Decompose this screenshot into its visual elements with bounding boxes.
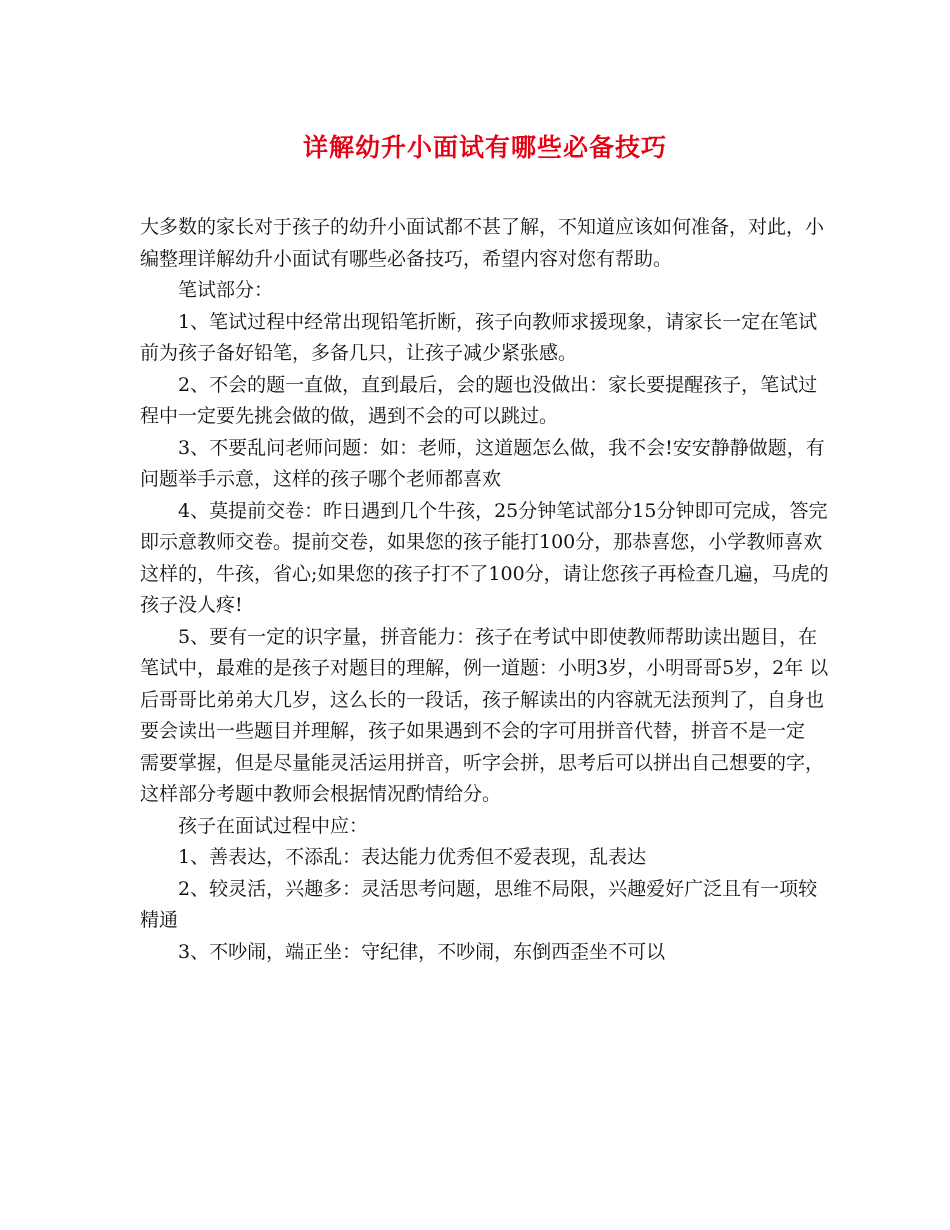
section-heading-written-test: 笔试部分：	[178, 279, 274, 301]
paragraph-interview-tip-3: 3、不吵闹，端正坐：守纪律，不吵闹，东倒西歪坐不可以	[178, 940, 666, 963]
section-heading-interview: 孩子在面试过程中应：	[178, 814, 369, 837]
document-title: 详解幼升小面试有哪些必备技巧	[302, 133, 667, 162]
paragraph-written-tip-2: 2、不会的题一直做，直到最后，会的题也没做出：家长要提醒孩子，笔试过程中一定要先挑会做的做，遇到不会的可以跳过。	[140, 373, 818, 427]
document-body	[140, 212, 830, 968]
paragraph-interview-tip-2: 2、较灵活，兴趣多：灵活思考问题，思维不局限，兴趣爱好广泛且有一项较精通	[140, 877, 818, 931]
paragraph-written-tip-1: 1、笔试过程中经常出现铅笔折断，孩子向教师求援现象，请家长一定在笔试前为孩子备好铅笔，多备几只，让孩子减少紧张感。	[140, 310, 818, 364]
paragraph-written-tip-5: 5、要有一定的识字量，拼音能力：孩子在考试中即使教师帮助读出题目，在笔试中，最难的是孩子对题目的理解，例一道题：小明3岁，小明哥哥5岁，2年 以后哥哥比弟弟大几岁，这么长的一段话，孩子解读出的内容就无法预判了，自身也要会读出一些题目并理解，孩子如果遇到不会的字可用拼音代替，拼音不是一定 需要掌握，但是尽量能灵活运用拼音，听字会拼，思考后可以拼出自己想要的字，这样部分考题中教师会根据情况酌情给分。	[140, 625, 829, 805]
paragraph-written-tip-3: 3、不要乱问老师问题：如：老师，这道题怎么做，我不会!安安静静做题，有问题举手示意，这样的孩子哪个老师都喜欢	[140, 436, 825, 490]
paragraph-written-tip-4: 4、莫提前交卷：昨日遇到几个牛孩，25分钟笔试部分15分钟即可完成，答完即示意教师交卷。提前交卷，如果您的孩子能打100分，那恭喜您，小学教师喜欢这样的，牛孩，省心;如果您的孩子打不了100分，请让您孩子再检查几遍，马虎的孩子没人疼!	[140, 499, 829, 616]
intro-paragraph: 大多数的家长对于孩子的幼升小面试都不甚了解，不知道应该如何准备，对此，小编整理详解幼升小面试有哪些必备技巧，希望内容对您有帮助。	[140, 216, 825, 270]
paragraph-interview-tip-1: 1、善表达，不添乱：表达能力优秀但不爱表现，乱表达	[178, 846, 647, 868]
